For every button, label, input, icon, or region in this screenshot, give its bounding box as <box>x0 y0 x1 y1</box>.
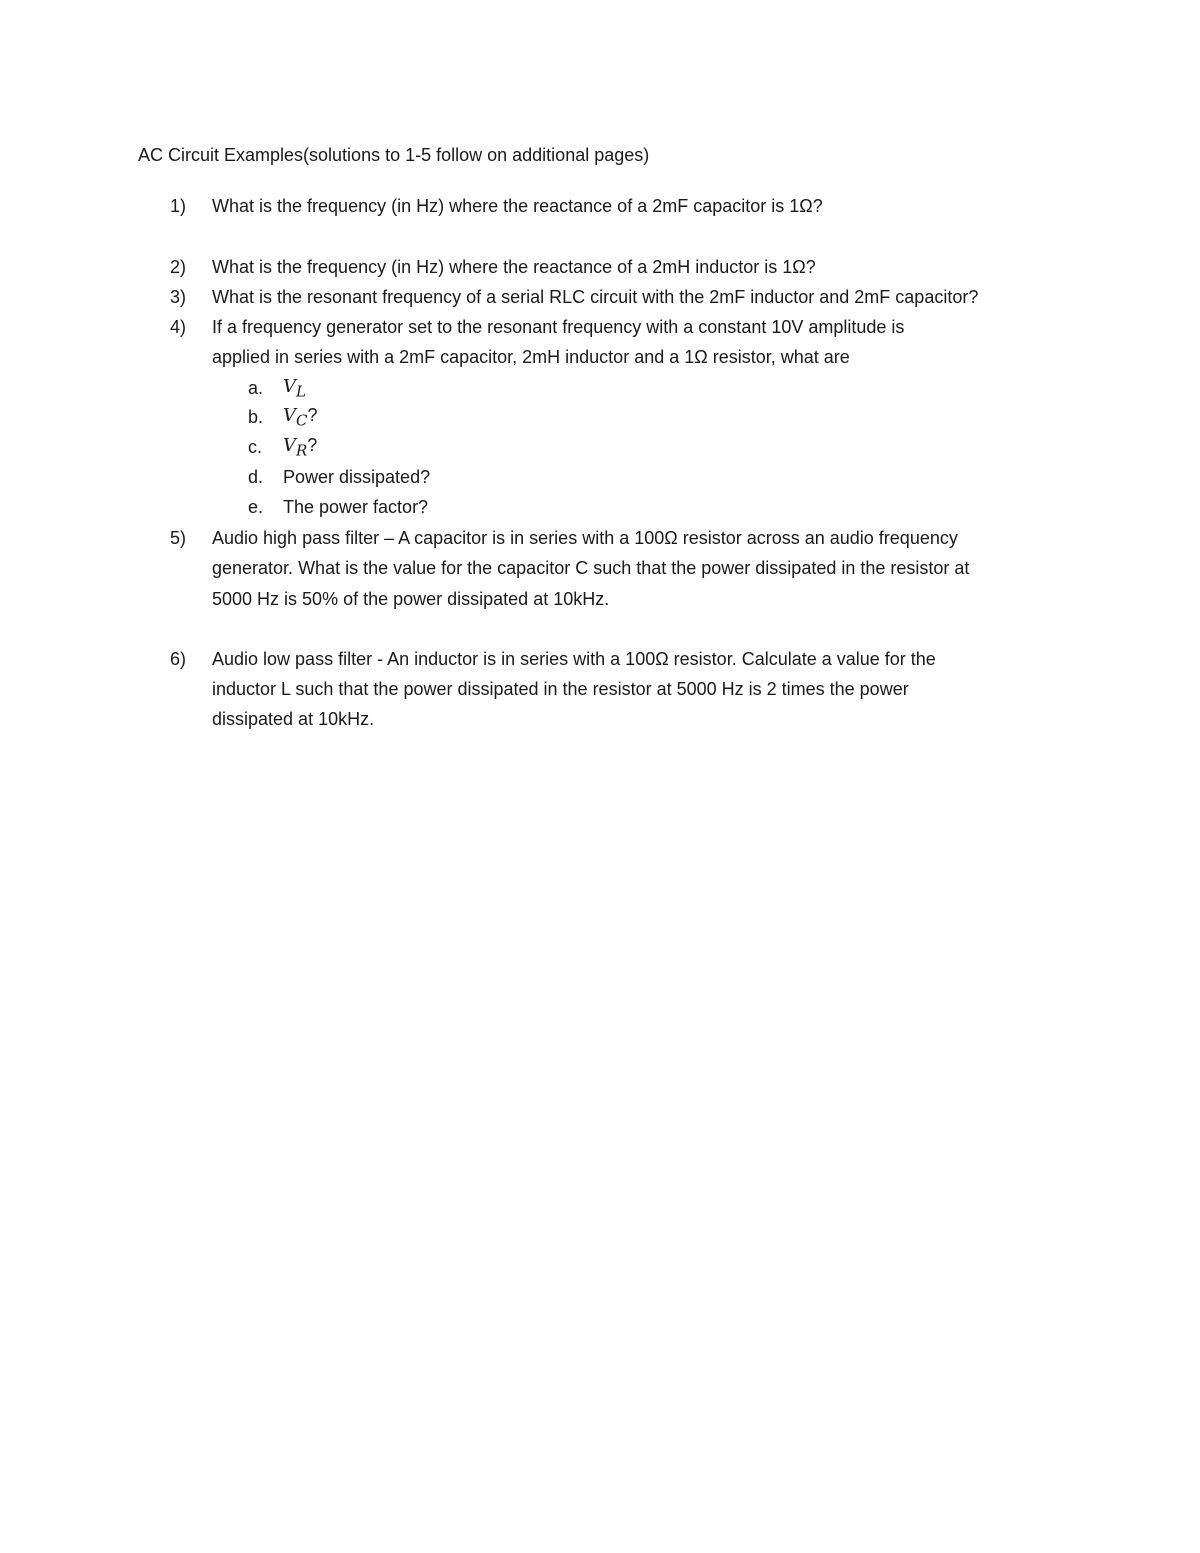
question-3-text: What is the resonant frequency of a serial RLC circuit with the 2mF inductor and 2mF capacitor? <box>212 287 979 307</box>
subitem-a-text <box>283 376 306 401</box>
question-2-text: What is the frequency (in Hz) where the reactance of a 2mH inductor is 1Ω? <box>212 257 816 277</box>
subitem-c-letter: c. <box>248 437 263 457</box>
question-1-number: 1) <box>170 196 187 216</box>
question-5-text-line-1: Audio high pass filter – A capacitor is in series with a 100Ω resistor across an audio frequency <box>212 528 958 548</box>
question-4-text-line-2: applied in series with a 2mF capacitor, 2mH inductor and a 1Ω resistor, what are <box>212 347 850 367</box>
subitem-b-letter: b. <box>248 407 264 427</box>
subitem-c-text <box>283 435 317 460</box>
subitem-a-letter: a. <box>248 378 264 398</box>
question-6-text-line-1: Audio low pass filter - An inductor is in series with a 100Ω resistor. Calculate a value for the <box>212 649 936 669</box>
question-1-text: What is the frequency (in Hz) where the reactance of a 2mF capacitor is 1Ω? <box>212 196 823 216</box>
subitem-c-suffix: ? <box>307 435 318 455</box>
question-5-text-line-3: 5000 Hz is 50% of the power dissipated at 10kHz. <box>212 589 610 609</box>
question-4-number: 4) <box>170 317 187 337</box>
subitem-e-letter: e. <box>248 497 264 517</box>
question-5-number: 5) <box>170 528 187 548</box>
question-6-text-line-3: dissipated at 10kHz. <box>212 709 375 729</box>
question-6-text-line-2: inductor L such that the power dissipated in the resistor at 5000 Hz is 2 times the power <box>212 679 909 699</box>
question-2-number: 2) <box>170 257 187 277</box>
subitem-c-symbol: V <box>283 435 296 456</box>
subitem-b-suffix: ? <box>307 405 318 425</box>
page-title: AC Circuit Examples(solutions to 1-5 follow on additional pages) <box>138 145 650 165</box>
subitem-c-subscript: R <box>296 441 308 460</box>
subitem-b-subscript: C <box>296 411 308 430</box>
subitem-e-text: The power factor? <box>283 497 429 517</box>
question-5-text-line-2: generator. What is the value for the capacitor C such that the power dissipated in the resistor at <box>212 558 970 578</box>
subitem-b-text <box>283 405 318 430</box>
subitem-b-symbol: V <box>283 405 296 426</box>
subitem-a-subscript: L <box>296 382 306 401</box>
subitem-a-symbol: V <box>283 376 296 397</box>
question-4-text-line-1: If a frequency generator set to the resonant frequency with a constant 10V amplitude is <box>212 317 905 337</box>
question-3-number: 3) <box>170 287 187 307</box>
question-6-number: 6) <box>170 649 187 669</box>
subitem-d-text: Power dissipated? <box>283 467 431 487</box>
subitem-d-letter: d. <box>248 467 264 487</box>
